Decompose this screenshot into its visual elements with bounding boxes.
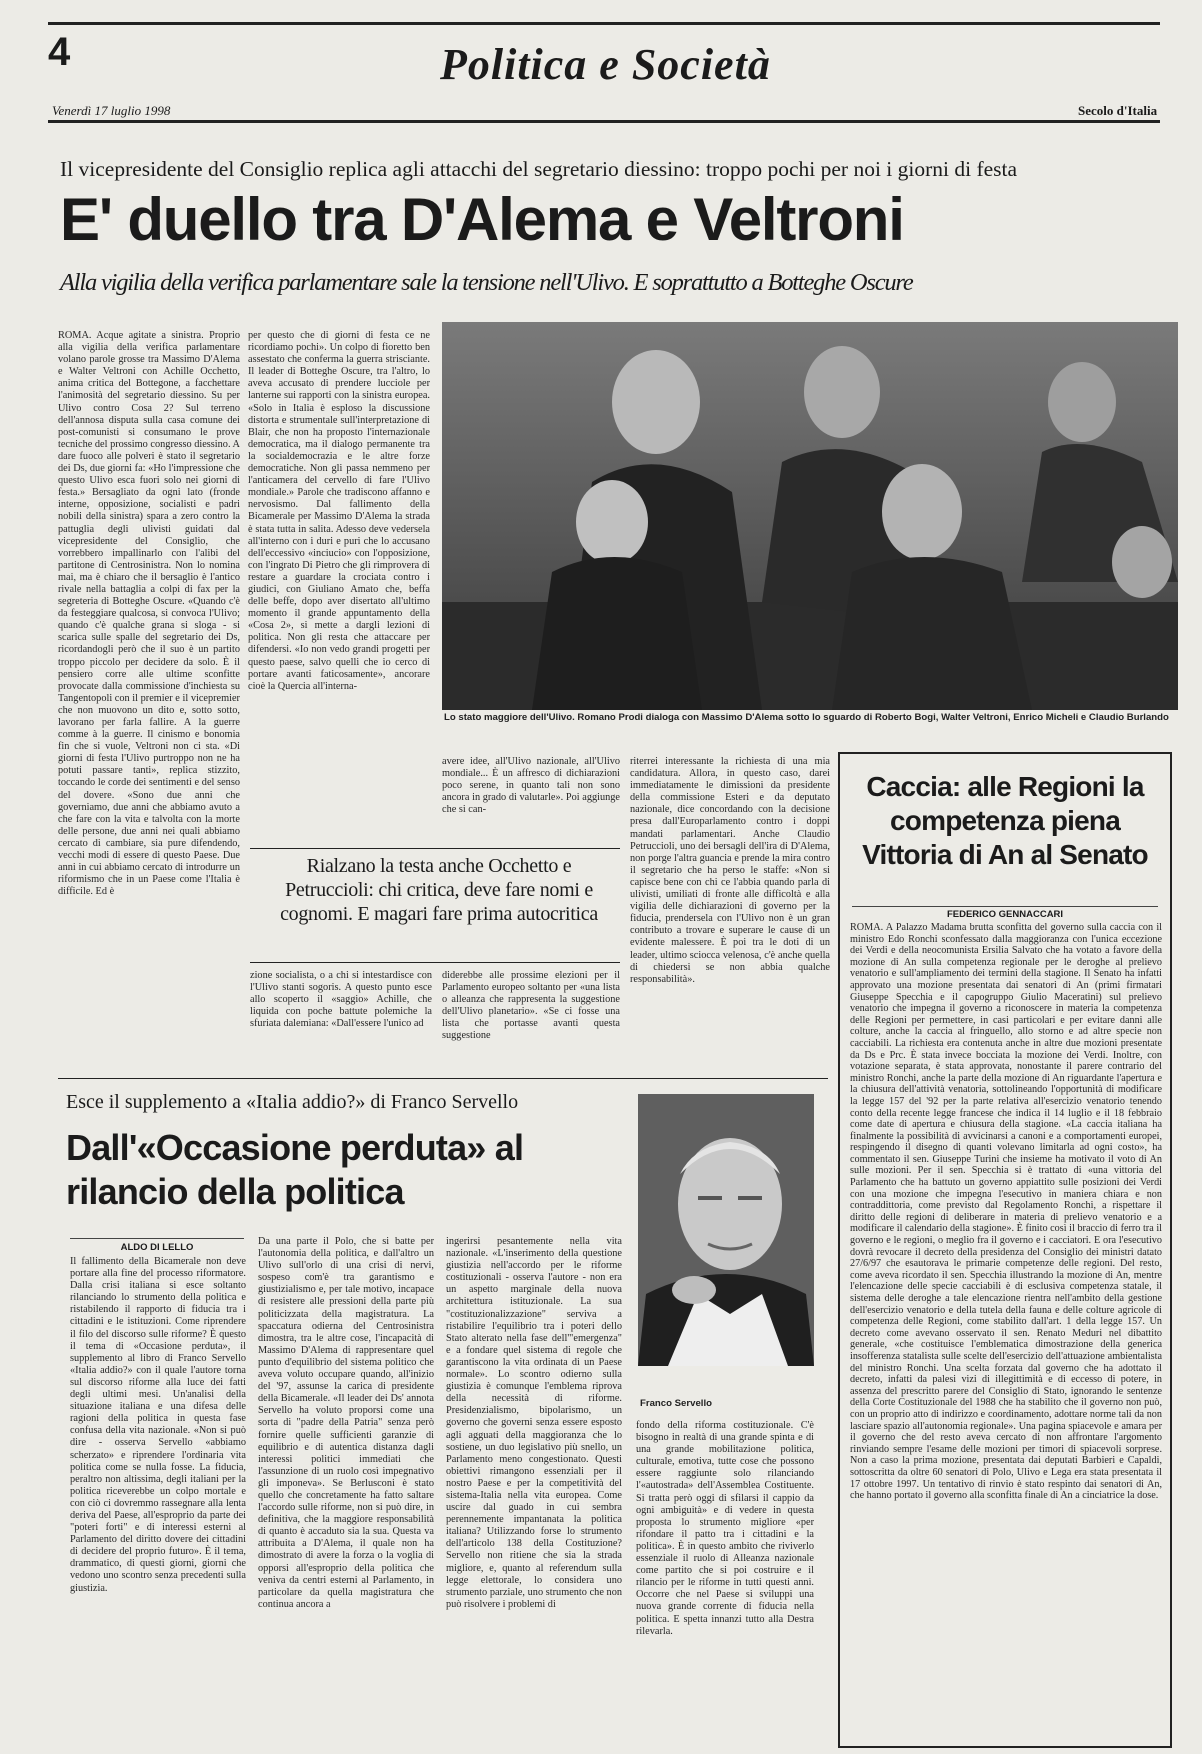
- main-article-text: ROMA. Acque agitate a sinistra. Proprio alla vigilia della verifica parlamentare volano parole grosse tra Massimo D'Alema e Walter Veltroni con Achille Occhetto, anima critica del Bottegone, a facchettare l'animosità del segretario diessino. Su per Ulivo contro Cosa 2? Sul terreno dell'annosa disputa sulla casa comune dei post-comunisti si consumano le prove tecniche del prossimo congresso diessino. A dare fuoco alle polveri è stato il segretario dei Ds, due giorni fa: «Ho l'impressione che questo Ulivo esca fuori solo nei giorni di festa.» Bersagliato da ogni lato (fronde interne, opposizione, socialisti e padri nobili della sinistra) spara a zero contro la pattuglia degli ulivisti guidati dal vicepresidente del Consiglio, che vorrebbero impallinarlo con l'alibi del partitone di Centrosinistra. Non lo nomina mai, ma è chiaro che il bersaglio è l'antico rivale nella battaglia a colpi di fax per la segreteria di Botteghe Oscure. «Quando c'è da festeggiare qualcosa, si convoca l'Ulivo; quando c'è qualche grana si sloga - si scarica sulle spalle del segretario dei Ds, ricordandogli però che il suo è un partito troppo piccolo per decidere da solo. È il pensiero corre alle ultime sconfitte provocate dalla commissione d'inchiesta su Tangentopoli con il premier e il vicepremier che non muovono un dito e, sotto sotto, lavorano per farla fallire. A la guerre comme à la guerre. Il cinismo e bonomia fin che si vuole, Veltroni non ci sta. «Di giorni di festa l'Ulivo purtroppo non ne ha potuti passare tanti», replica stizzito, toccando le corde dei sentimenti e del senso del dovere. «Sono due anni che governiamo, due anni che abbiamo avuto a che fare con la vita e talvolta con la morte delle persone, due anni nei quali abbiamo cercato di cambiare, sia pure difendendo, vecchi modi di essere di questo Paese. Due anni in cui abbiamo cercato di introdurre un riformismo che in un Paese come l'Italia è difficile. Ed è: [58, 330, 240, 898]
- header-rule: [48, 120, 1160, 123]
- main-article-text: zione socialista, o a chi si intestardisce con l'Ulivo stanti sogoris. A questo punto esce allo scoperto il «saggio» Achille, che liquida con poche battute polemiche la sfuriata dalemiana: «Dall'essere l'unico ad: [250, 970, 432, 1030]
- servello-author: ALDO DI LELLO: [70, 1238, 244, 1253]
- main-kicker: Il vicepresidente del Consiglio replica agli attacchi del segretario diessino: troppo pochi per noi i giorni di festa: [60, 157, 1018, 181]
- servello-photo-caption: Franco Servello: [640, 1398, 712, 1409]
- main-article-text: avere idee, all'Ulivo nazionale, all'Ulivo mondiale... È un affresco di dichiarazioni poco serene, in quanto tali non sono ancora in grado di valutarle». Poi aggiunge che si can-: [442, 756, 620, 816]
- servello-kicker: Esce il supplemento a «Italia addio?» di Franco Servello: [66, 1091, 519, 1113]
- top-rule: [48, 22, 1160, 25]
- main-article-column-3: [442, 756, 620, 840]
- servello-article-text: fondo della riforma costituzionale. C'è bisogno in realtà di una grande spinta e di una grande mobilitazione politica, culturale, emotiva, tutte cose che possono essere raggiunte solo rilanciando l'«autostrada» dell'Assemblea Costituente. Si tratta però oggi di sfilarsi il cappio da ogni ambiguità» e di vedere in questa proposta lo strumento migliore «per rifondare il patto tra i cittadini e la politica». È in questo ambito che riviverlo essenziale il ruolo di Alleanza nazionale come partito che si poi costruire e il rilancio per le riforme in tutti questi anni. Occorre che nel Paese si sviluppi una nuova grande corrente di fiducia nella politica. E spetta innanzi tutto alla Destra rilevarla.: [636, 1420, 814, 1637]
- servello-article-text: Il fallimento della Bicamerale non deve portare alla fine del processo riformatore. Dalla crisi italiana si esce soltanto rilanciando lo strumento della politica e ristabilendo il rapporto di fiducia tra i cittadini e le istituzioni. Come riprendere il filo del discorso sulle riforme? È questo il tema di «Occasione perduta», il supplemento al libro di Franco Servello «Italia addio?» con il quale l'autore torna sul discorso riforme alla luce dei fatti degli ultimi mesi. Un'analisi della situazione italiana e una difesa delle ragioni della politica in questa fase confusa della vita nazionale. «Non si può dire - osserva Servello «abbiamo scherzato» e riprendere l'ordinaria vita politica come se nulla fosse. La fiducia, peraltro non altissima, degli italiani per la politica riceverebbe un colpo mortale e con ciò ci dovremmo rassegnare alla lenta deriva del Paese, all'esproprio da parte dei "poteri forti" e di interessi esterni al Parlamento del diritto dovere dei cittadini di decidere del proprio futuro». È il tema, drammatico, di questi giorni, giorni che vedono uno scontro senza precedenti sulla giustizia.: [70, 1256, 246, 1594]
- servello-column-1: [70, 1256, 246, 1746]
- servello-photo: [638, 1094, 814, 1366]
- issue-date: Venerdì 17 luglio 1998: [52, 103, 171, 118]
- main-article-column-2b: [250, 970, 432, 1066]
- servello-top-rule: [58, 1078, 828, 1079]
- section-title: Politica e Società: [440, 40, 771, 89]
- caccia-headline: Caccia: alle Regioni la competenza piena Vittoria di An al Senato: [862, 771, 1148, 870]
- caccia-article-text: ROMA. A Palazzo Madama brutta sconfitta del governo sulla caccia con il ministro Edo Ronchi sconfessato dalla maggioranza con l'unica eccezione dei Verdi e della neocomunista Ersilia Salvato che ha votato a favore della mozione di An sulla competenza regionale per le deroghe al prelievo venatorio e sull'ampliamento dei termini della stagione. Il Senato ha infatti approvato una mozione presentata dai senatori di An (primi firmatari Giuseppe Specchia e il capogruppo Giulio Maceratini) sul prelievo venatorio che impegna il governo a riconoscere in materia la competenza delle Regioni per permettere, in casi particolari e per evitare danni alle colture, anche la caccia al fringuello, allo storno e ad altre specie non cacciabili. La richiesta era contenuta anche in altre due mozioni presentate da Ds e Prc. È stata invece bocciata la mozione dei Verdi. Inoltre, con votazione separata, è stata approvata, nonostante il parere contrario del ministro Ronchi, anche la parte della mozione di An riguardante l'apertura e la chiusura dell'attività venatoria, sottolineando l'opportunità di modificare la legge 157 del '92 per la parte relativa all'esercizio venatorio tenendo conto della recente legge francese che indica il 14 luglio e il 18 febbraio come date di apertura e chiusura della stagione. «La caccia italiana ha finalmente la possibilità di avvicinarsi a canoni e a comportamenti europei, respingendo il disegno di quanti volevano limitarla ad ogni costo», ha commentato il sen. Giuseppe Turini che insieme ha motivato il voto di An sulle mozioni. Per il sen. Specchia si è trattato di «una vittoria del Parlamento che ha battuto un governo appiattito sulle posizioni dei Verdi con una mozione che impegna l'esecutivo in maniera chiara e non contraddittoria, come previsto dal Regolamento Ronchi, a rispettare il diritto delle regioni di deliberare in materia di prelievo venatorio e a modificare il calendario della stagione». È finito così il braccio di ferro tra il governo e le regioni, o meglio fra il governo e i cacciatori. E ora l'esecutivo dovrà revocare il decreto della presidenza del Consiglio dei ministri datato 27/6/97 che esautorava le primarie competenze delle regioni. Del resto, come aveva ricordato il sen. Specchia illustrando la mozione di An, mentre l'elencazione delle specie cacciabili è di esclusiva competenza statale, il sistema delle deroghe a tale elencazione rientra nell'ambito della gestione dell'esercizio venatorio e della tutela della fauna e delle colture agricole di competenza delle Regioni, come stabilito dall'art. 1 della legge 157. Un decreto come avevano osservato il sen. Renato Meduri nel dibattito generale, «che costituisce l'emblematica dimostrazione della generica insofferenza statalista sulle scelte dell'esercizio dell'attuazione ambientalista del ministro Ronchi. Una scelta forzata dal governo che ha adottato il decreto, infatti da palesi vizi di illegittimità e di eccesso di potere, in assenza del prescritto parere del Consiglio di Stato, ignorando le sentenze della Corte Costituzionale del 1988 che ha stabilito che il governo non può, con un proprio atto di indirizzo e coordinamento, adottare norme tali da non lasciare spazio all'autonomia regionale». Una pagina spiacevole e amara per il governo che del resto aveva cercato di non affrontare l'argomento rinviando sempre l'esame delle mozioni per timori di spiacevoli sorprese. Non a caso la prima mozione, presentata dai deputati Barbieri e Capaldi, sottoscritta da oltre 60 senatori di Polo, Ulivo e Lega era stata presentata il 17 ottobre 1997. Un tentativo di rinvio è stato respinto dai senatori di An, che hanno portato il governo alla sconfitta finale di An a cinciatrice la dose.: [850, 922, 1162, 1502]
- servello-column-4: [636, 1420, 814, 1746]
- main-headline: E' duello tra D'Alema e Veltroni: [60, 186, 904, 253]
- main-article-text: per questo che di giorni di festa ce ne ricordiamo pochi». Un colpo di fioretto ben assestato che conferma la guerra strisciante. Il leader di Botteghe Oscure, tra l'altro, lo aveva accusato di prendere lucciole per lanterne sui rapporti con la sinistra europea. «Solo in Italia è esploso la discussione distorta e strumentale sull'interpretazione di Blair, che non ha proposto l'internazionale democratica, ma il dialogo permanente tra la socialdemocrazia e le altre forze democratiche. Non gli passa nemmeno per l'anticamera del cervello di fare l'Ulivo mondiale.» Parole che tradiscono affanno e nervosismo. Dal fallimento della Bicamerale per Massimo D'Alema la strada è stata tutta in salita. Adesso deve vedersela all'interno con i duri e puri che lo accusano dell'eccessivo «inciucio» con l'opposizione, con l'ingrato Di Pietro che gli rimprovera di restare a guardare la crociata contro i giudici, con Giuliano Amato che, beffa delle beffe, dopo aver disertato all'ultimo momento il grande appuntamento della «Cosa 2», si mette a dargli lezioni di politica. Non gli resta che attaccare per difendersi. «Io non vedo grandi progetti per questo paese, salvo quelli che io cerco di portare avanti faticosamente», ancorare cioè la Quercia all'interna-: [248, 330, 430, 692]
- pull-quote-top-rule: [250, 848, 620, 849]
- pull-quote-bottom-rule: [250, 962, 620, 963]
- servello-article-text: Da una parte il Polo, che si batte per l'autonomia della politica, e dall'altro un Ulivo sull'orlo di una crisi di nervi, sospeso com'è tra garantismo e giustizialismo e, per tale motivo, incapace di resistere alle pressioni della parte più politicizzata della magistratura. La spaccatura odierna del Centrosinistra dimostra, tra le altre cose, l'incapacità di Massimo D'Alema di rappresentare quel punto d'equilibrio del sistema politico che aveva voluto occupare quando, all'inizio del '97, assunse la carica di presidente della Bicamerale. «Il leader dei Ds' annota Servello ha voluto proporsi come una sorta di "padre della Patria" senza però fornire quelle sufficienti garanzie di equilibrio e di autentica distanza dagli interessi politici immediati che l'assunzione di un ruolo così impegnativo gli imponeva». Se Berlusconi è stato quello che concretamente ha fatto saltare l'accordo sulle riforme, non si può dire, in definitiva, che la maggiore responsabilità di quanto è accaduto sia la sua. Questa va attribuita a D'Alema, il quale non ha dimostrato di avere la forza o la voglia di opporsi all'esproprio della politica che veniva da centri esterni al Parlamento, in particolare da quella magistratura che continua ancora a: [258, 1236, 434, 1610]
- servello-column-3: [446, 1236, 622, 1746]
- pull-quote: Rialzano la testa anche Occhetto e Petruccioli: chi critica, deve fare nomi e cognomi. E magari fare prima autocritica: [280, 855, 598, 925]
- caccia-author: FEDERICO GENNACCARI: [852, 906, 1158, 920]
- servello-article-text: ingerirsi pesantemente nella vita nazionale. «L'inserimento della questione giustizia nell'accordo per le riforme costituzionali - osserva l'autore - non era un aspetto marginale della nuova architettura istituzionale. La sua "costituzionalizzazione" serviva a ristabilire l'equilibrio tra i poteri dello Stato alterato nella fase dell'"emergenza" e a fondare quel sistema di regole che garantiscono la vita ordinata di un Paese normale». Lo scontro odierno sulla giustizia è comunque l'emblema riprova della necessità di riforme. Presidenzialismo, bipolarismo, un governo che governi senza essere esposto agli agguati della maggioranza che lo sostiene, un duo legislativo più snello, un Parlamento meno congestionato. Questi obiettivi rimangono essenziali per il nostro Paese e per la competitività del sistema-Italia nella vita europea. Come uscire dal guado in cui sembra perennemente impantanata la politica italiana? Utilizzando forse lo strumento dell'articolo 138 della Costituzione? Servello non ritiene che sia la strada migliore, e, quanto al referendum sulla legge elettorale, lo considera uno strumento parziale, uno strumento che non può risolvere i problemi di: [446, 1236, 622, 1610]
- page-number: 4: [48, 30, 71, 74]
- servello-column-2: [258, 1236, 434, 1746]
- main-article-column-3b: [442, 970, 620, 1066]
- ulivo-photo: [442, 322, 1178, 710]
- main-article-column-4: [630, 756, 830, 1066]
- main-article-text: riterrei interessante la richiesta di una mia candidatura. Allora, in questo caso, darei immediatamente le dimissioni da presidente della commissione Esteri e da deputato nazionale, dice concordando con la decisione presa dall'Europarlamento contro i doppi mandati parlamentari. Anche Claudio Petruccioli, uno dei bersagli dell'ira di D'Alema, non porge l'altra guancia e prende la mira contro il segretario che ha perso le staffe: «Non si capisce bene con chi ce l'abbia quando parla di ulivisti, umiliati di fronte alle difficoltà e alla vigilia delle dichiarazioni di governo per la fiducia, prendersela con l'Ulivo non è un gran contributo a trovare e superare le cause di un evidente malessere. È poi tra le doti di un leader, ultimo sciocca velenosa, c'è anche quella di chiedersi se non abbia qualche responsabilità».: [630, 756, 830, 985]
- main-subhead: Alla vigilia della verifica parlamentare sale la tensione nell'Ulivo. E soprattutto a Botteghe Oscure: [60, 269, 913, 296]
- ulivo-photo-image: [442, 322, 1178, 710]
- ulivo-photo-caption: Lo stato maggiore dell'Ulivo. Romano Prodi dialoga con Massimo D'Alema sotto lo sguardo di Roberto Bogi, Walter Veltroni, Enrico Micheli e Claudio Burlando: [444, 712, 1169, 723]
- servello-headline: Dall'«Occasione perduta» al rilancio della politica: [66, 1127, 524, 1212]
- main-article-column-2: [248, 330, 430, 783]
- servello-photo-image: [638, 1094, 814, 1366]
- caccia-article-body: [850, 922, 1162, 1740]
- main-article-column-1: [58, 330, 240, 1070]
- newspaper-name: Secolo d'Italia: [1078, 103, 1158, 118]
- main-article-text: diderebbe alle prossime elezioni per il Parlamento europeo soltanto per «una lista o alleanza che rappresenta la suggestione dell'Ulivo planetario». «Se ci fosse una lista che portasse avanti questa suggestione: [442, 970, 620, 1042]
